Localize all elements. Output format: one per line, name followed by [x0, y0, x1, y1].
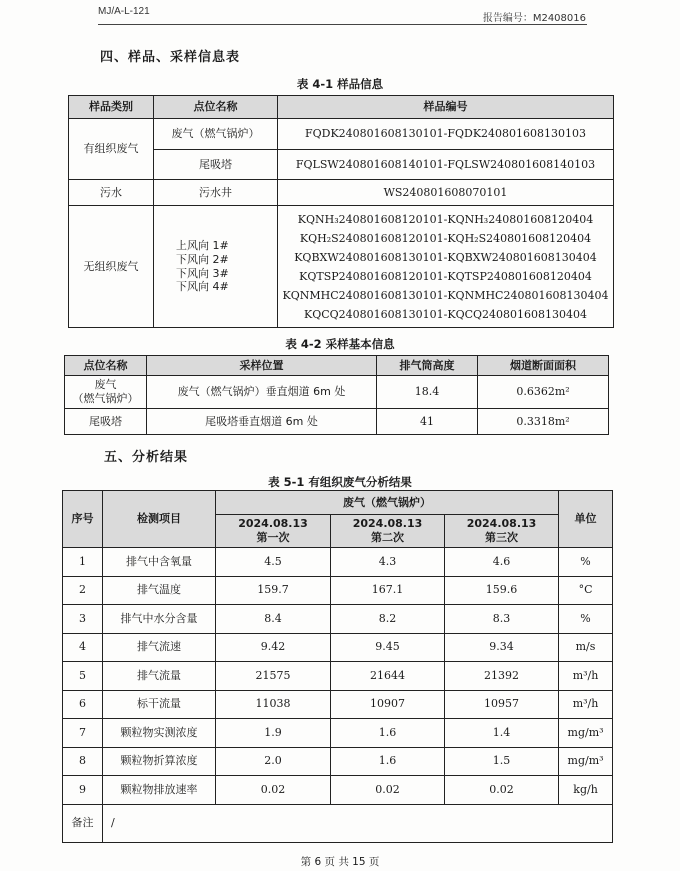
col-header-seq: 序号 [63, 491, 103, 548]
value-run-3: 8.3 [445, 605, 559, 634]
header-divider [98, 24, 587, 25]
table-4-2-caption: 表 4-2 采样基本信息 [285, 337, 395, 351]
value-run-2: 21644 [331, 662, 445, 691]
table-row [63, 662, 613, 691]
point-downwind-3: 下风向 3# [176, 266, 229, 280]
value-run-3: 1.5 [445, 747, 559, 776]
value-run-2: 8.2 [331, 605, 445, 634]
report-number [483, 9, 586, 24]
value-run-1: 159.7 [216, 576, 331, 605]
row-number: 1 [63, 548, 103, 577]
unit: m/s [559, 633, 613, 662]
value-run-3: 0.02 [445, 776, 559, 805]
code-h2s: KQH₂S240801608120101-KQH₂S240801608120404 [299, 231, 592, 245]
unit: m³/h [559, 662, 613, 691]
value-run-1: 9.42 [216, 633, 331, 662]
value-run-1: 4.5 [216, 548, 331, 577]
table-row [63, 548, 613, 577]
value-run-2: 1.6 [331, 719, 445, 748]
col-header-point: 点位名称 [154, 96, 278, 119]
row-number: 7 [63, 719, 103, 748]
test-item: 排气流量 [103, 662, 216, 691]
sample-info-table [68, 95, 614, 328]
test-item: 颗粒物实测浓度 [103, 719, 216, 748]
remark-label: 备注 [63, 804, 103, 842]
point-downwind-2: 下风向 2# [176, 252, 229, 266]
run-1-date: 2024.08.13 [238, 517, 308, 531]
value-run-3: 1.4 [445, 719, 559, 748]
col-header-code: 样品编号 [278, 96, 614, 119]
table-5-1-caption: 表 5-1 有组织废气分析结果 [268, 475, 412, 489]
row-number: 8 [63, 747, 103, 776]
table-row [63, 719, 613, 748]
run-header-2 [331, 515, 445, 548]
height-boiler: 18.4 [377, 376, 478, 409]
unit: °C [559, 576, 613, 605]
col-header-stack-height: 排气筒高度 [377, 356, 478, 376]
table-4-1-caption: 表 4-1 样品信息 [296, 77, 384, 91]
code-wastewater: WS240801608070101 [278, 180, 614, 206]
table-row [63, 690, 613, 719]
category-unorganized: 无组织废气 [69, 206, 154, 328]
value-run-3: 10957 [445, 690, 559, 719]
table-row [63, 633, 613, 662]
category-wastewater: 污水 [69, 180, 154, 206]
value-run-1: 21575 [216, 662, 331, 691]
run-3-label: 第三次 [485, 531, 519, 544]
test-item: 排气中水分含量 [103, 605, 216, 634]
unit: kg/h [559, 776, 613, 805]
points-unorganized [154, 206, 278, 328]
report-number-value: M2408016 [532, 13, 586, 24]
table-row [63, 747, 613, 776]
section-4-title: 四、样品、采样信息表 [100, 50, 241, 65]
row-number: 9 [63, 776, 103, 805]
value-run-1: 1.9 [216, 719, 331, 748]
value-run-1: 11038 [216, 690, 331, 719]
col-header-point-name: 点位名称 [65, 356, 147, 376]
point-name-boiler-line1: 废气 [94, 378, 117, 392]
point-downwind-4: 下风向 4# [176, 280, 229, 294]
doc-code: MJ/A-L-121 [98, 6, 150, 17]
row-number: 2 [63, 576, 103, 605]
group-header-boiler: 废气（燃气锅炉） [216, 491, 559, 515]
col-header-location: 采样位置 [147, 356, 377, 376]
code-cq: KQCQ240801608130101-KQCQ240801608130404 [303, 307, 587, 321]
test-item: 标干流量 [103, 690, 216, 719]
value-run-2: 10907 [331, 690, 445, 719]
value-run-1: 2.0 [216, 747, 331, 776]
value-run-2: 167.1 [331, 576, 445, 605]
remark-value: / [103, 804, 613, 842]
value-run-3: 4.6 [445, 548, 559, 577]
point-name-boiler [65, 376, 147, 409]
col-header-category: 样品类别 [69, 96, 154, 119]
test-item: 颗粒物排放速率 [103, 776, 216, 805]
test-item: 排气温度 [103, 576, 216, 605]
run-header-1 [216, 515, 331, 548]
point-tail-tower: 尾吸塔 [154, 150, 278, 180]
value-run-1: 0.02 [216, 776, 331, 805]
point-sewer-well: 污水井 [154, 180, 278, 206]
run-2-label: 第二次 [371, 531, 404, 544]
table-row [63, 605, 613, 634]
height-tail-tower: 41 [377, 409, 478, 435]
point-name-tail-tower: 尾吸塔 [65, 409, 147, 435]
table-row [63, 776, 613, 805]
location-boiler: 废气（燃气锅炉）垂直烟道 6m 处 [147, 376, 377, 409]
unit: % [559, 548, 613, 577]
value-run-3: 9.34 [445, 633, 559, 662]
sampling-info-table [64, 355, 609, 435]
col-header-flue-area: 烟道断面面积 [478, 356, 609, 376]
unit: % [559, 605, 613, 634]
section-5-title: 五、分析结果 [104, 450, 189, 465]
code-nh3: KQNH₃240801608120101-KQNH₃240801608120404 [297, 212, 594, 226]
code-boiler: FQDK240801608130101-FQDK240801608130103 [278, 119, 614, 150]
point-boiler: 废气（燃气锅炉） [154, 119, 278, 150]
value-run-2: 9.45 [331, 633, 445, 662]
row-number: 5 [63, 662, 103, 691]
unit: m³/h [559, 690, 613, 719]
point-name-boiler-line2: （燃气锅炉） [72, 392, 139, 405]
col-header-unit: 单位 [559, 491, 613, 548]
test-item: 颗粒物折算浓度 [103, 747, 216, 776]
row-number: 6 [63, 690, 103, 719]
test-item: 排气中含氧量 [103, 548, 216, 577]
code-nmhc: KQNMHC240801608130101-KQNMHC240801608130404 [282, 288, 609, 302]
row-number: 4 [63, 633, 103, 662]
category-organized: 有组织废气 [69, 119, 154, 180]
area-tail-tower: 0.3318m² [478, 409, 609, 435]
run-3-date: 2024.08.13 [466, 517, 537, 531]
value-run-2: 1.6 [331, 747, 445, 776]
test-item: 排气流速 [103, 633, 216, 662]
area-boiler: 0.6362m² [478, 376, 609, 409]
value-run-3: 159.6 [445, 576, 559, 605]
value-run-3: 21392 [445, 662, 559, 691]
unit: mg/m³ [559, 719, 613, 748]
code-bxw: KQBXW240801608130101-KQBXW240801608130404 [294, 250, 597, 264]
location-tail-tower: 尾吸塔垂直烟道 6m 处 [147, 409, 377, 435]
page-footer: 第 6 页 共 15 页 [300, 856, 380, 868]
value-run-1: 8.4 [216, 605, 331, 634]
value-run-2: 0.02 [331, 776, 445, 805]
run-header-3 [445, 515, 559, 548]
run-2-date: 2024.08.13 [352, 517, 423, 531]
report-number-label: 报告编号： [482, 13, 533, 24]
unit: mg/m³ [559, 747, 613, 776]
col-header-item: 检测项目 [103, 491, 216, 548]
code-tsp: KQTSP240801608120101-KQTSP240801608120404 [299, 269, 592, 283]
row-number: 3 [63, 605, 103, 634]
analysis-results-table [62, 490, 613, 843]
codes-unorganized [278, 206, 614, 328]
value-run-2: 4.3 [331, 548, 445, 577]
point-upwind-1: 上风向 1# [176, 239, 229, 252]
code-tail-tower: FQLSW240801608140101-FQLSW240801608140103 [278, 150, 614, 180]
table-row [63, 576, 613, 605]
run-1-label: 第一次 [256, 531, 290, 544]
